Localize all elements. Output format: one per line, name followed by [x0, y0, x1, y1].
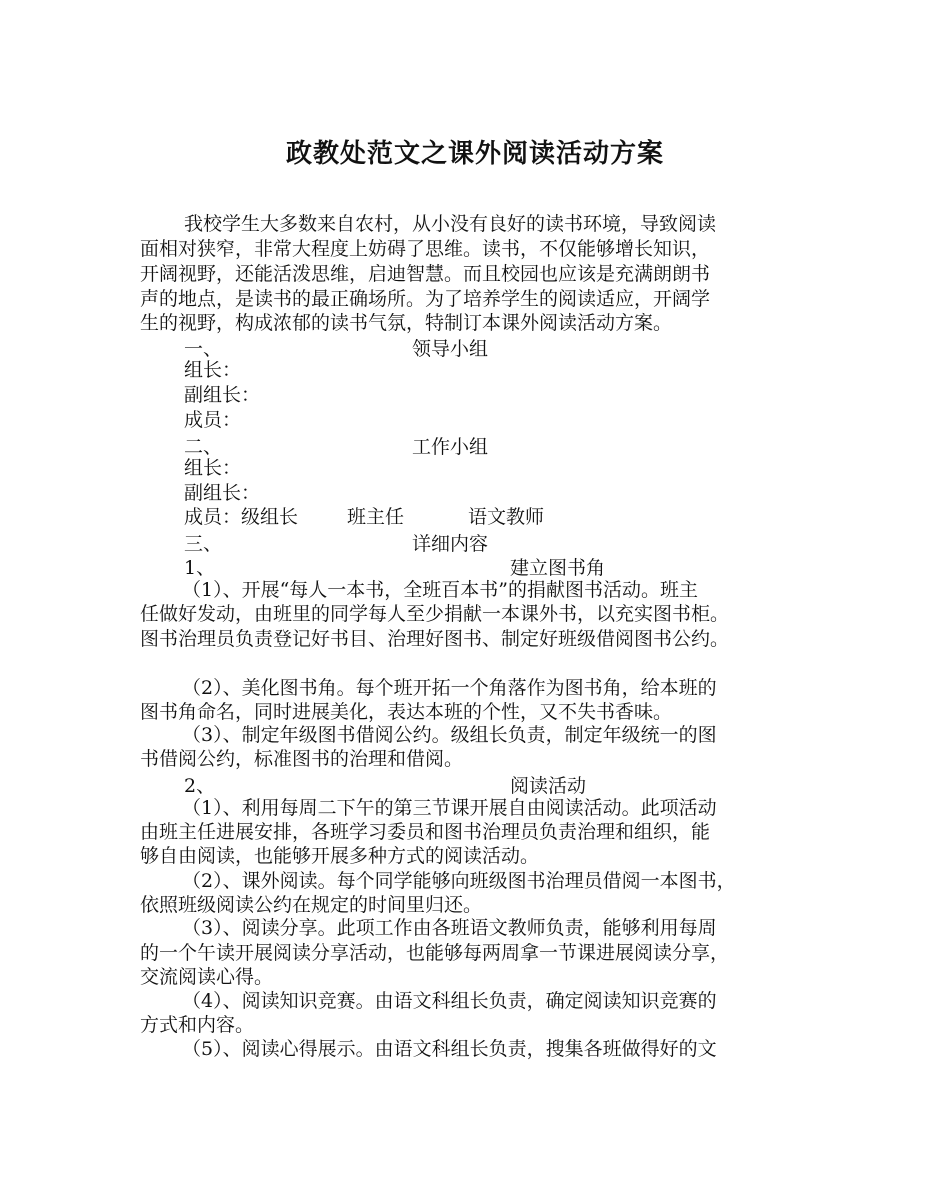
- item-line: 图书治理员负责登记好书目、治理好图书、制定好班级借阅图书公约。: [140, 628, 730, 650]
- item-line: 书借阅公约，标准图书的治理和借阅。: [140, 748, 464, 770]
- section-heading: 详细内容: [412, 533, 489, 555]
- field-label: 组长：: [184, 457, 242, 479]
- subsection-number: 1、: [184, 557, 216, 579]
- item-line: （2）、美化图书角。每个班开拓一个角落作为图书角，给本班的: [182, 677, 717, 699]
- section-number: 一、: [184, 338, 223, 360]
- subsection-heading: 阅读活动: [510, 775, 587, 797]
- section-heading: 工作小组: [412, 436, 489, 458]
- item-line: （5）、阅读心得展示。由语文科组长负责，搜集各班做得好的文: [182, 1038, 717, 1060]
- item-line: 由班主任进展安排，各班学习委员和图书治理员负责治理和组织，能: [140, 821, 711, 843]
- item-line: （2）、课外阅读。每个同学能够向班级图书治理员借阅一本图书，: [182, 870, 736, 892]
- item-line: 图书角命名，同时进展美化，表达本班的个性，又不失书香味。: [140, 701, 673, 723]
- item-line: （1）、开展“每人一本书，全班百本书”的捐献图书活动。班主: [182, 579, 699, 601]
- item-line: 依照班级阅读公约在规定的时间里归还。: [140, 894, 483, 916]
- field-label: 成员：: [184, 409, 242, 431]
- field-label: 副组长：: [184, 482, 261, 504]
- item-line: （4）、阅读知识竞赛。由语文科组长负责，确定阅读知识竞赛的: [182, 990, 717, 1012]
- intro-line: 面相对狭窄，非常大程度上妨碍了思维。读书，不仅能够增长知识，: [140, 238, 711, 260]
- member-role: 班主任: [347, 506, 405, 528]
- section-number: 二、: [184, 436, 223, 458]
- field-label: 副组长：: [184, 384, 261, 406]
- item-line: 的一个午读开展阅读分享活动，也能够每两周拿一节课进展阅读分享，: [140, 942, 730, 964]
- field-label: 组长：: [184, 359, 242, 381]
- intro-line: 我校学生大多数来自农村，从小没有良好的读书环境，导致阅读: [184, 213, 717, 235]
- item-line: 任做好发动，由班里的同学每人至少捐献一本课外书，以充实图书柜。: [140, 603, 730, 625]
- item-line: （1）、利用每周二下午的第三节课开展自由阅读活动。此项活动: [182, 797, 717, 819]
- intro-line: 生的视野，构成浓郁的读书气氛，特制订本课外阅读活动方案。: [140, 312, 673, 334]
- item-line: 方式和内容。: [140, 1014, 255, 1036]
- item-line: （3）、制定年级图书借阅公约。级组长负责，制定年级统一的图: [182, 724, 717, 746]
- members-line: [184, 505, 298, 529]
- member-role: 语文教师: [468, 506, 545, 528]
- intro-line: 开阔视野，还能活泼思维，启迪智慧。而且校园也应该是充满朗朗书: [140, 263, 711, 285]
- intro-line: 声的地点，是读书的最正确场所。为了培养学生的阅读适应，开阔学: [140, 288, 711, 310]
- item-line: 交流阅读心得。: [140, 966, 274, 988]
- subsection-heading: 建立图书角: [510, 557, 606, 579]
- item-line: 够自由阅读，也能够开展多种方式的阅读活动。: [140, 845, 540, 867]
- members-label: 成员：级组长: [184, 506, 299, 528]
- item-line: （3）、阅读分享。此项工作由各班语文教师负责，能够利用每周: [182, 917, 717, 939]
- section-heading: 领导小组: [412, 338, 489, 360]
- subsection-number: 2、: [184, 775, 216, 797]
- section-number: 三、: [184, 533, 223, 555]
- document-title: 政教处范文之课外阅读活动方案: [285, 139, 664, 169]
